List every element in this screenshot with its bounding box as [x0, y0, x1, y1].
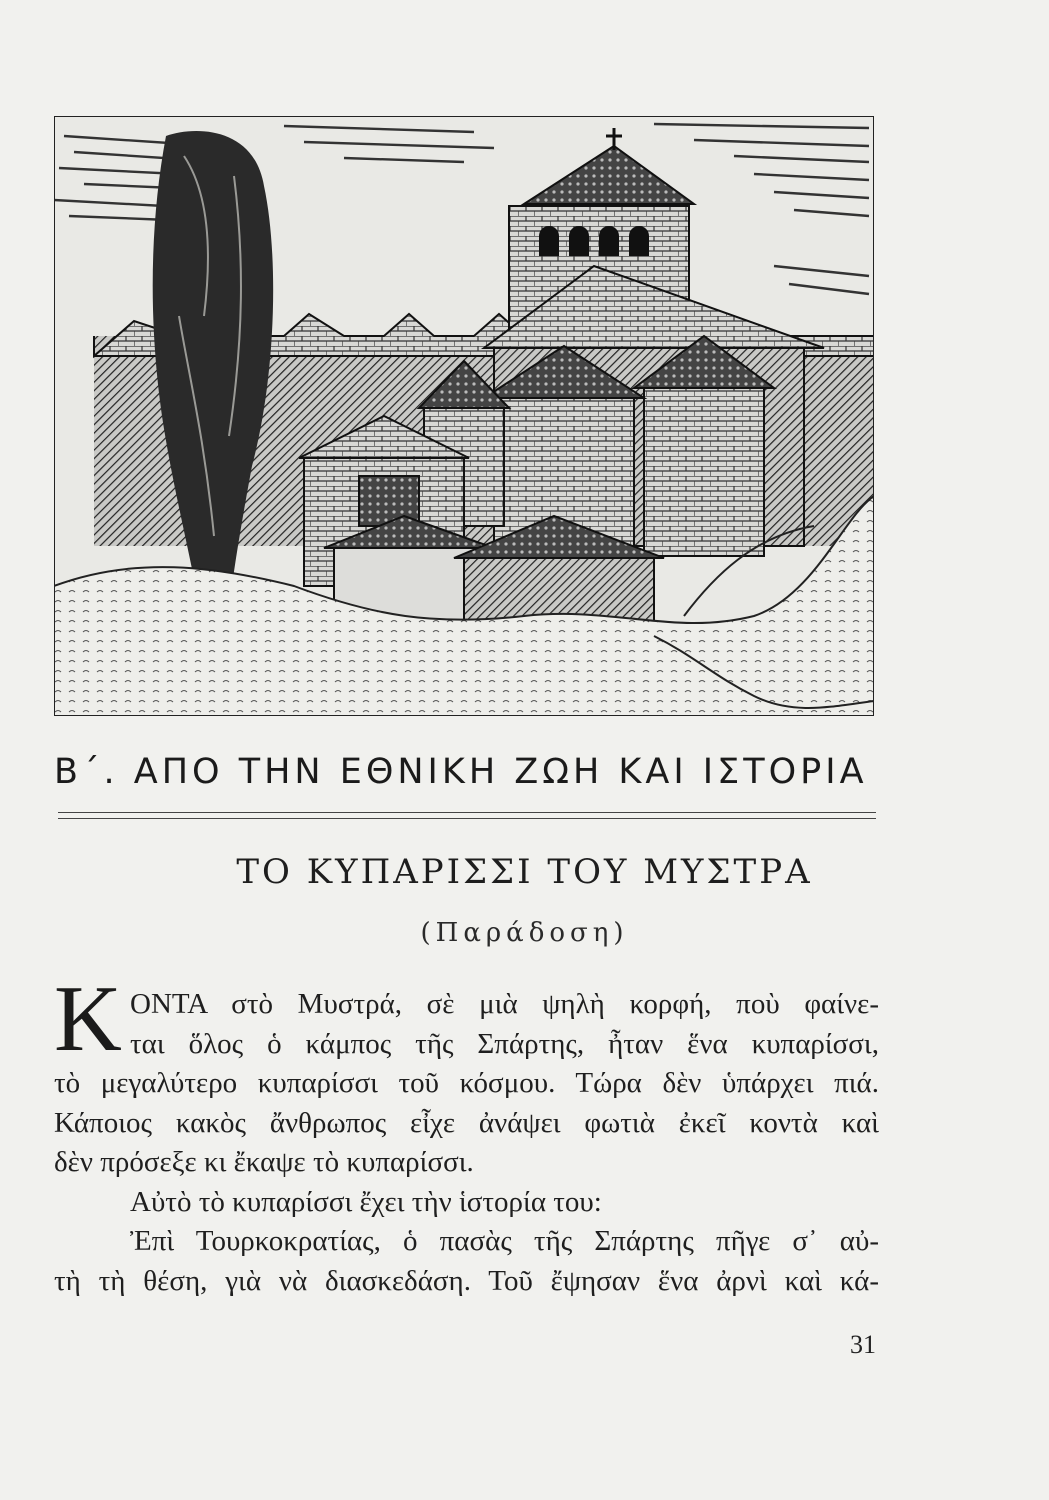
body-line: Ἐπὶ Τουρκοκρατίας, ὁ πασὰς τῆς Σπάρτης πῆγε σ᾿ αὐ- — [130, 1225, 879, 1257]
body-line: τὴ τὴ θέση, γιὰ νὰ διασκεδάση. Τοῦ ἔψησαν ἕνα ἀρνὶ καὶ κά- — [54, 1264, 879, 1297]
drop-cap: Κ — [54, 967, 122, 1071]
body-line: Αὐτὸ τὸ κυπαρίσσι ἔχει τὴν ἱστορία του: — [130, 1185, 602, 1218]
body-line: τὸ μεγαλύτερο κυπαρίσσι τοῦ κόσμου. Τώρα δὲν ὑπάρχει πιά. — [54, 1067, 879, 1099]
body-line: ΟΝΤΑ στὸ Μυστρά, σὲ μιὰ ψηλὴ κορφή, ποὺ φαίνε- — [130, 988, 879, 1020]
page-number: 31 — [850, 1330, 876, 1359]
double-rule-bottom — [58, 818, 876, 819]
woodcut-illustration — [54, 116, 874, 716]
story-body — [54, 985, 879, 1301]
church-woodcut-image — [54, 116, 874, 716]
section-heading: Β΄. ΑΠΟ ΤΗΝ ΕΘΝΙΚΗ ΖΩΗ ΚΑΙ ΙΣΤΟΡΙΑ — [54, 752, 868, 792]
story-title: ΤΟ ΚΥΠΑΡΙΣΣΙ ΤΟΥ ΜΥΣΤΡΑ — [236, 852, 813, 892]
double-rule-top — [58, 812, 876, 813]
body-line: δὲν πρόσεξε κι ἔκαψε τὸ κυπαρίσσι. — [54, 1146, 474, 1178]
body-line: Κάποιος κακὸς ἄνθρωπος εἶχε ἀνάψει φωτιὰ ἐκεῖ κοντὰ καὶ — [54, 1106, 879, 1139]
story-subtitle: (Παράδοση) — [420, 918, 629, 948]
body-line: ται ὅλος ὁ κάμπος τῆς Σπάρτης, ἦταν ἕνα κυπαρίσσι, — [130, 1027, 879, 1060]
